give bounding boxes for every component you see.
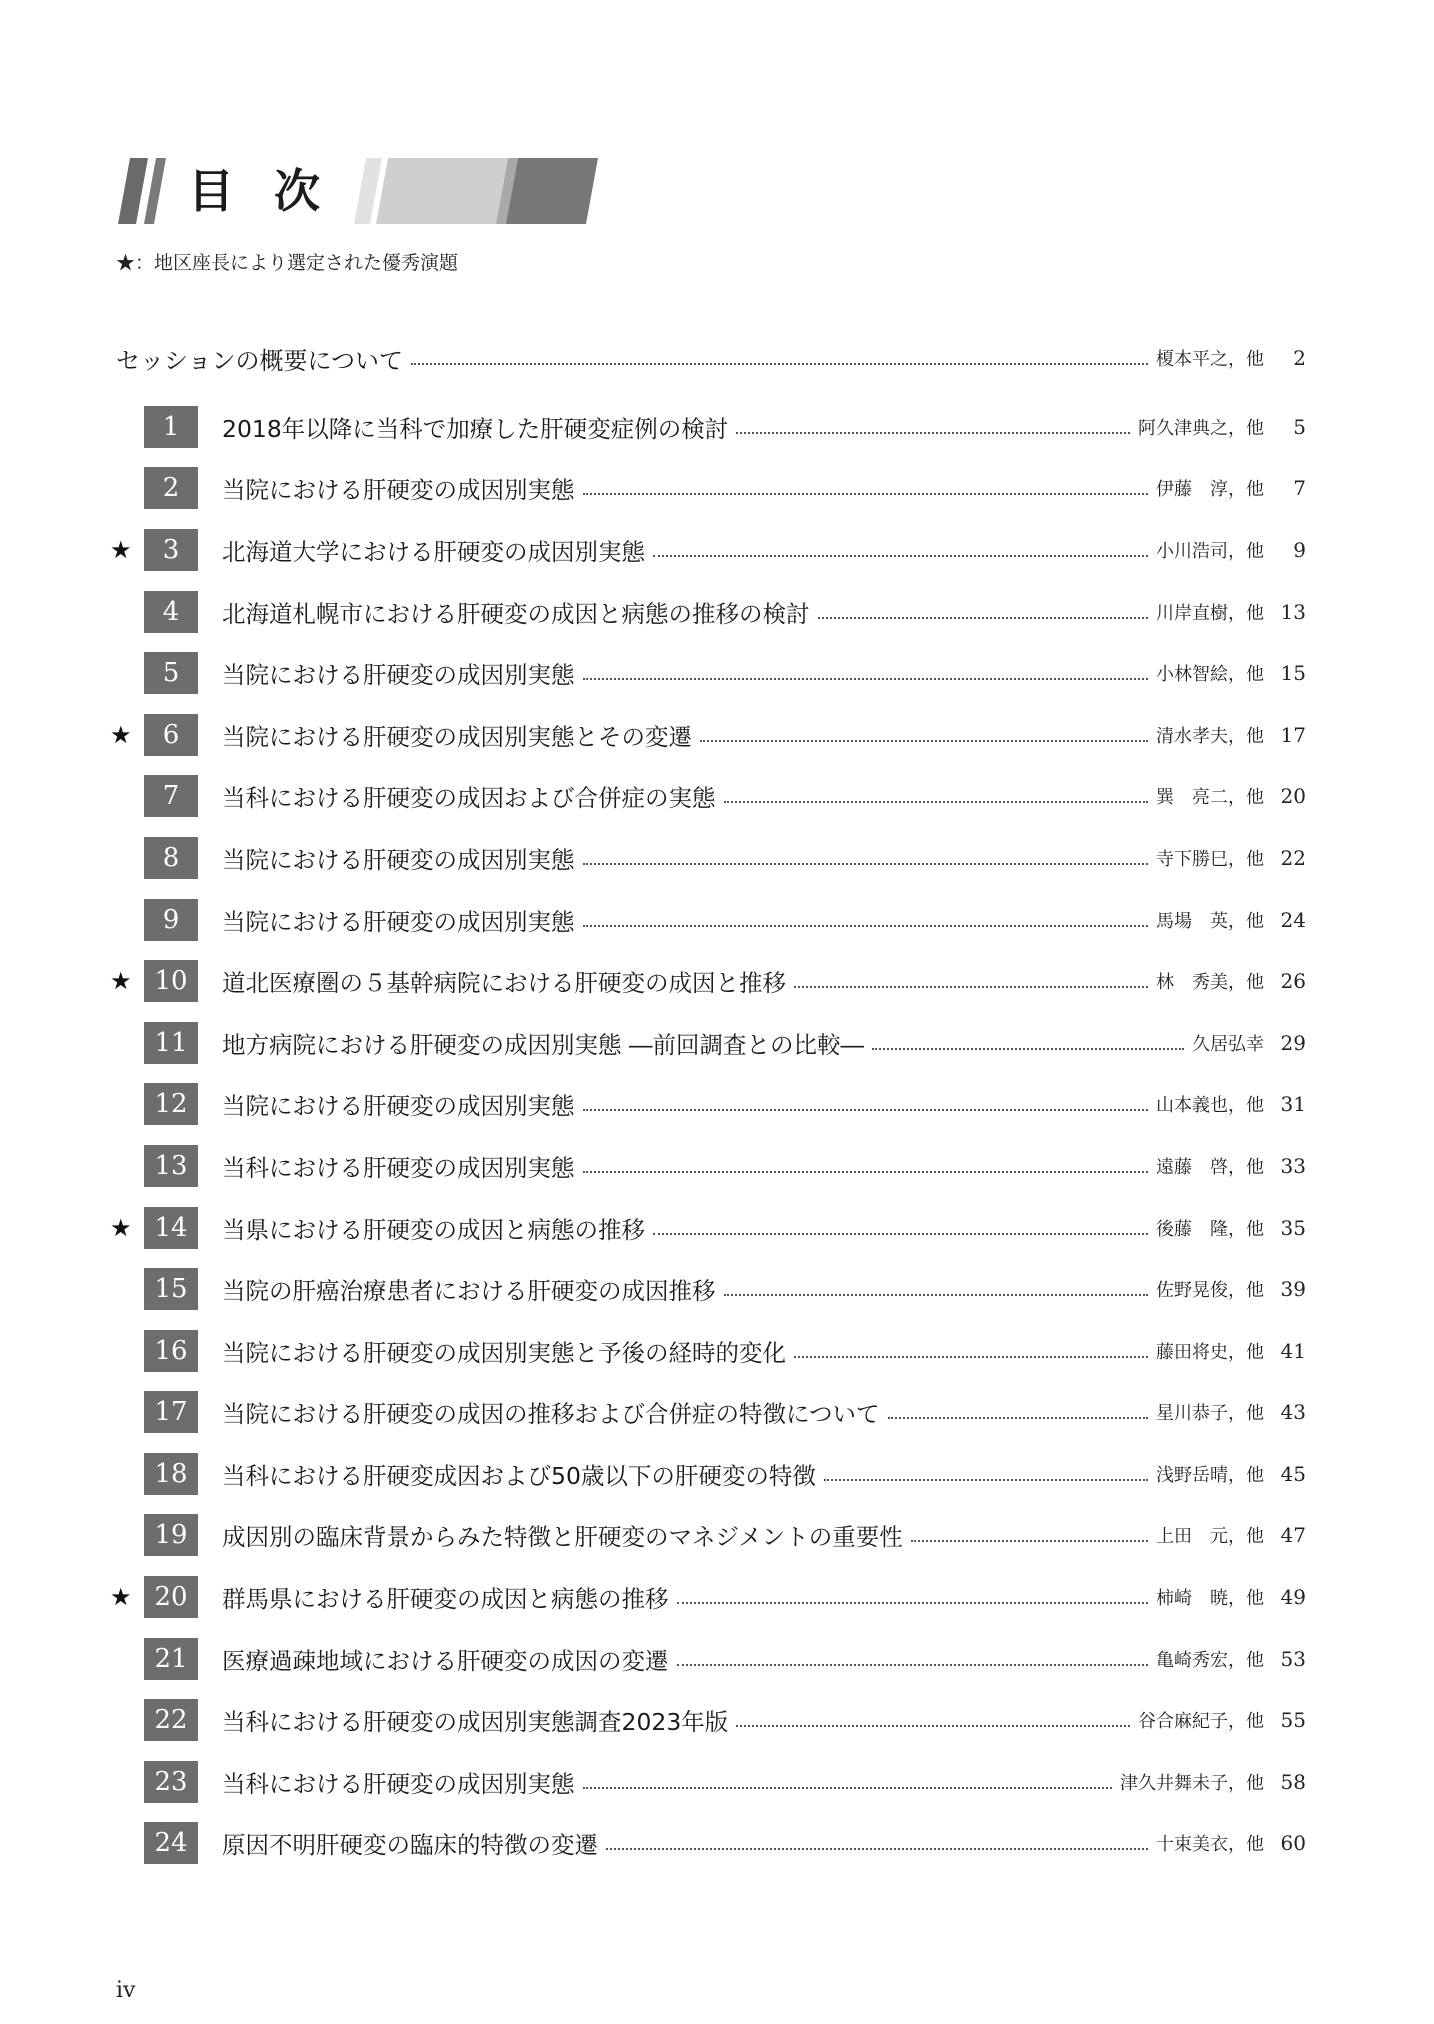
item-number-badge: 7 (144, 775, 198, 817)
item-title: 医療過疎地域における肝硬変の成因の変遷 (222, 1646, 669, 1675)
toc-item[interactable] (110, 1382, 1306, 1444)
item-title: 当科における肝硬変の成因別実態調査2023年版 (222, 1708, 729, 1737)
dot-leader (583, 863, 1149, 865)
toc-list (110, 396, 1306, 1874)
item-page: 58 (1280, 1769, 1306, 1794)
item-page: 17 (1280, 722, 1306, 747)
toc-item[interactable] (110, 1135, 1306, 1197)
toc-item[interactable] (110, 766, 1306, 828)
dot-leader (794, 986, 1148, 988)
dot-leader (583, 1787, 1113, 1789)
star-icon: ★ (110, 535, 132, 564)
dot-leader (653, 1233, 1148, 1235)
toc-item[interactable] (110, 827, 1306, 889)
toc-item[interactable] (110, 1628, 1306, 1690)
toc-item[interactable] (110, 458, 1306, 520)
item-author: 津久井舞未子，他 (1120, 1772, 1264, 1794)
dot-leader (911, 1540, 1148, 1542)
item-page: 35 (1280, 1215, 1306, 1240)
item-page: 47 (1280, 1523, 1306, 1548)
item-title: 当科における肝硬変の成因および合併症の実態 (222, 784, 716, 813)
item-number-badge: 21 (144, 1638, 198, 1680)
dot-leader (736, 432, 1130, 434)
item-title: 当科における肝硬変の成因別実態 (222, 1769, 575, 1798)
item-page: 33 (1280, 1153, 1306, 1178)
item-author: 小川浩司，他 (1156, 540, 1264, 562)
item-page: 13 (1280, 599, 1306, 624)
dot-leader (888, 1417, 1148, 1419)
star-icon: ★ (110, 720, 132, 749)
item-title: 地方病院における肝硬変の成因別実態 ―前回調査との比較― (222, 1030, 864, 1059)
legend-note: ★：地区座長により選定された優秀演題 (116, 252, 459, 274)
item-page: 7 (1293, 476, 1306, 501)
toc-item[interactable] (110, 704, 1306, 766)
toc-item[interactable] (110, 1813, 1306, 1875)
item-title: 成因別の臨床背景からみた特徴と肝硬変のマネジメントの重要性 (222, 1523, 903, 1552)
item-page: 20 (1280, 784, 1306, 809)
overview-title: セッションの概要について (116, 346, 404, 375)
dot-leader (583, 925, 1149, 927)
toc-item[interactable] (110, 642, 1306, 704)
item-page: 39 (1280, 1277, 1306, 1302)
toc-item[interactable] (110, 519, 1306, 581)
dot-leader (724, 1294, 1149, 1296)
title-banner (116, 158, 598, 224)
toc-item[interactable] (110, 950, 1306, 1012)
item-number-badge: 24 (144, 1822, 198, 1864)
item-number-badge: 19 (144, 1514, 198, 1556)
item-number-badge: 12 (144, 1083, 198, 1125)
dot-leader (824, 1479, 1148, 1481)
toc-item[interactable] (110, 1443, 1306, 1505)
item-title: 道北医療圏の５基幹病院における肝硬変の成因と推移 (222, 969, 786, 998)
item-author: 星川恭子，他 (1156, 1403, 1264, 1425)
item-page: 43 (1280, 1400, 1306, 1425)
item-number-badge: 8 (144, 837, 198, 879)
item-author: 浅野岳晴，他 (1156, 1464, 1264, 1486)
item-number-badge: 5 (144, 652, 198, 694)
dot-leader (818, 617, 1149, 619)
item-author: 柿崎 暁，他 (1156, 1588, 1264, 1610)
item-page: 60 (1280, 1831, 1306, 1856)
page-title: 目次 (188, 164, 360, 218)
item-number-badge: 9 (144, 899, 198, 941)
item-number-badge: 1 (144, 406, 198, 448)
item-page: 24 (1280, 907, 1306, 932)
toc-item[interactable] (110, 1751, 1306, 1813)
item-author: 谷合麻紀子，他 (1138, 1711, 1264, 1733)
item-page: 53 (1280, 1646, 1306, 1671)
dot-leader (677, 1664, 1149, 1666)
dot-leader (606, 1848, 1148, 1850)
item-page: 41 (1280, 1338, 1306, 1363)
item-author: 川岸直樹，他 (1156, 602, 1264, 624)
item-number-badge: 17 (144, 1391, 198, 1433)
overview-page: 2 (1293, 346, 1306, 370)
item-page: 15 (1280, 661, 1306, 686)
toc-item[interactable] (110, 396, 1306, 458)
item-author: 十束美衣，他 (1156, 1834, 1264, 1856)
item-title: 群馬県における肝硬変の成因と病態の推移 (222, 1585, 669, 1614)
item-page: 22 (1280, 845, 1306, 870)
item-author: 遠藤 啓，他 (1156, 1156, 1264, 1178)
dot-leader (411, 363, 1148, 365)
item-author: 山本義也，他 (1156, 1095, 1264, 1117)
item-title: 当院における肝硬変の成因別実態 (222, 907, 575, 936)
item-number-badge: 10 (144, 960, 198, 1002)
dot-leader (677, 1602, 1149, 1604)
item-author: 小林智絵，他 (1156, 664, 1264, 686)
item-number-badge: 23 (144, 1761, 198, 1803)
item-title: 当院の肝癌治療患者における肝硬変の成因推移 (222, 1277, 716, 1306)
item-title: 当院における肝硬変の成因別実態 (222, 661, 575, 690)
item-page: 29 (1280, 1030, 1306, 1055)
toc-item[interactable] (110, 1012, 1306, 1074)
item-number-badge: 6 (144, 714, 198, 756)
item-author: 後藤 隆，他 (1156, 1218, 1264, 1240)
item-number-badge: 20 (144, 1576, 198, 1618)
toc-item[interactable] (110, 581, 1306, 643)
toc-item[interactable] (110, 1258, 1306, 1320)
toc-item[interactable] (110, 1197, 1306, 1259)
item-number-badge: 18 (144, 1453, 198, 1495)
item-page: 26 (1280, 969, 1306, 994)
item-author: 佐野晃俊，他 (1156, 1280, 1264, 1302)
item-title: 当県における肝硬変の成因と病態の推移 (222, 1215, 645, 1244)
item-author: 伊藤 淳，他 (1156, 479, 1264, 501)
item-author: 阿久津典之，他 (1138, 417, 1264, 439)
item-number-badge: 11 (144, 1022, 198, 1064)
item-title: 当科における肝硬変成因および50歳以下の肝硬変の特徴 (222, 1461, 816, 1490)
item-title: 当院における肝硬変の成因別実態と予後の経時的変化 (222, 1338, 786, 1367)
item-number-badge: 14 (144, 1207, 198, 1249)
item-number-badge: 16 (144, 1330, 198, 1372)
overview-entry[interactable] (116, 338, 1306, 378)
star-icon: ★ (110, 967, 132, 996)
dot-leader (794, 1356, 1148, 1358)
item-number-badge: 4 (144, 591, 198, 633)
toc-item[interactable] (110, 1689, 1306, 1751)
dot-leader (872, 1048, 1184, 1050)
footer-page-number: iv (116, 1978, 136, 2003)
item-author: 寺下勝巳，他 (1156, 848, 1264, 870)
item-page: 45 (1280, 1461, 1306, 1486)
item-title: 北海道大学における肝硬変の成因別実態 (222, 537, 645, 566)
toc-item[interactable] (110, 1074, 1306, 1136)
dot-leader (736, 1725, 1130, 1727)
item-number-badge: 2 (144, 467, 198, 509)
item-author: 巽 亮二，他 (1156, 787, 1264, 809)
item-number-badge: 22 (144, 1699, 198, 1741)
item-title: 当院における肝硬変の成因別実態とその変遷 (222, 722, 692, 751)
item-author: 上田 元，他 (1156, 1526, 1264, 1548)
toc-item[interactable] (110, 1505, 1306, 1567)
dot-leader (724, 801, 1149, 803)
dot-leader (583, 1171, 1149, 1173)
item-title: 当院における肝硬変の成因別実態 (222, 1092, 575, 1121)
dot-leader (583, 493, 1149, 495)
item-number-badge: 3 (144, 529, 198, 571)
item-title: 北海道札幌市における肝硬変の成因と病態の推移の検討 (222, 599, 810, 628)
item-title: 当院における肝硬変の成因別実態 (222, 845, 575, 874)
dot-leader (583, 678, 1149, 680)
toc-item[interactable] (110, 889, 1306, 951)
toc-item[interactable] (110, 1566, 1306, 1628)
star-icon: ★ (110, 1213, 132, 1242)
item-title: 当科における肝硬変の成因別実態 (222, 1153, 575, 1182)
item-title: 2018年以降に当科で加療した肝硬変症例の検討 (222, 414, 729, 443)
star-icon: ★ (110, 1583, 132, 1612)
item-author: 亀崎秀宏，他 (1156, 1649, 1264, 1671)
item-page: 31 (1280, 1092, 1306, 1117)
item-author: 林 秀美，他 (1156, 972, 1264, 994)
item-page: 55 (1280, 1708, 1306, 1733)
overview-author: 榎本平之，他 (1156, 349, 1264, 370)
dot-leader (700, 740, 1148, 742)
item-number-badge: 15 (144, 1268, 198, 1310)
item-title: 当院における肝硬変の成因別実態 (222, 476, 575, 505)
item-page: 49 (1280, 1585, 1306, 1610)
item-author: 清水孝夫，他 (1156, 725, 1264, 747)
item-page: 9 (1293, 537, 1306, 562)
item-title: 原因不明肝硬変の臨床的特徴の変遷 (222, 1831, 598, 1860)
dot-leader (583, 1109, 1149, 1111)
toc-item[interactable] (110, 1320, 1306, 1382)
item-page: 5 (1293, 414, 1306, 439)
item-author: 馬場 英，他 (1156, 910, 1264, 932)
item-number-badge: 13 (144, 1145, 198, 1187)
dot-leader (653, 555, 1148, 557)
item-title: 当院における肝硬変の成因の推移および合併症の特徴について (222, 1400, 880, 1429)
item-author: 藤田将史，他 (1156, 1341, 1264, 1363)
item-author: 久居弘幸 (1192, 1033, 1264, 1055)
